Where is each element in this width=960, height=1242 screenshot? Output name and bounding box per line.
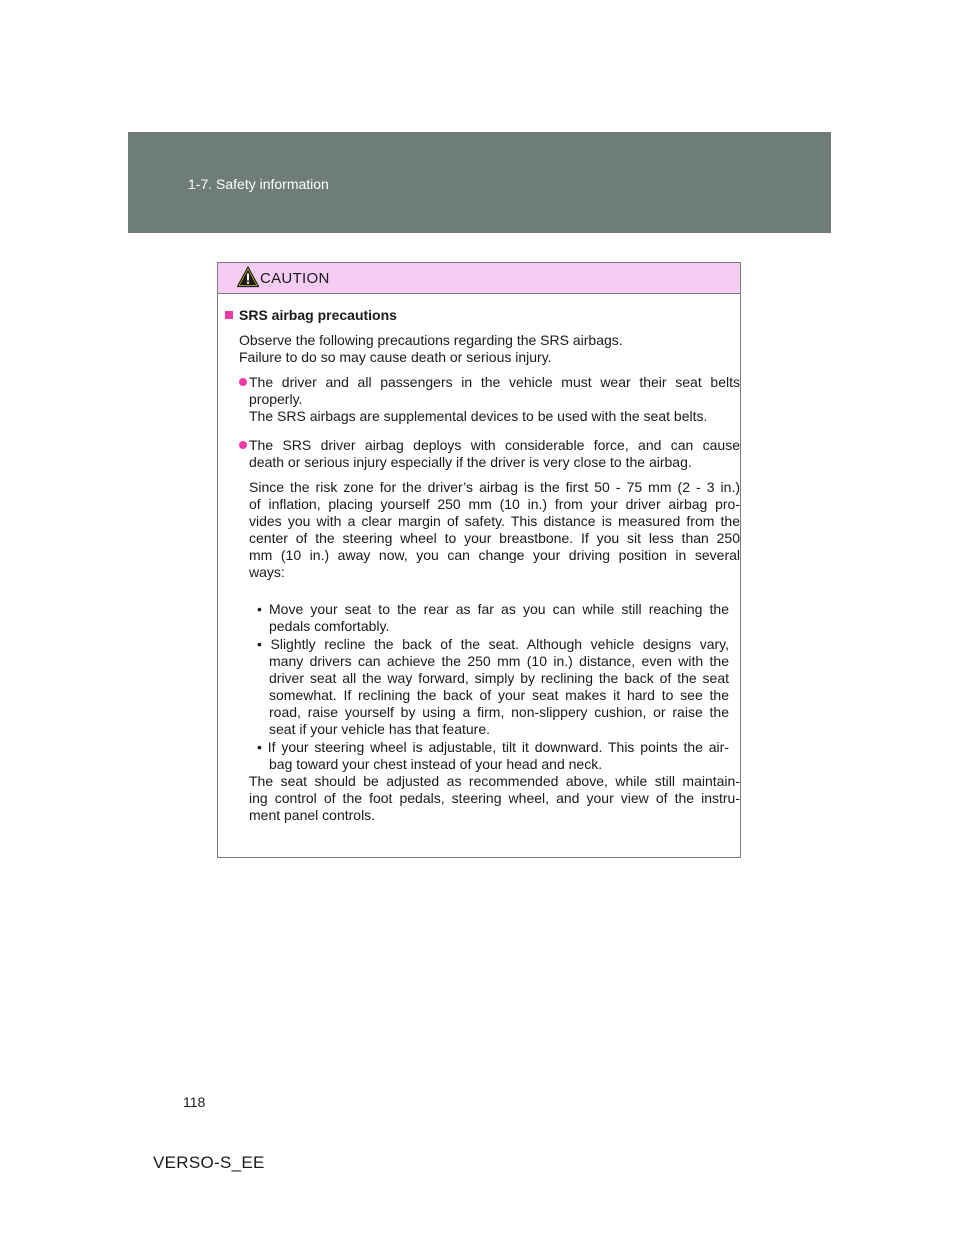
sub-item-line: many drivers can achieve the 250 mm (10 in.) distance, even with the: [269, 653, 729, 669]
sub-item-line: bag toward your chest instead of your head and neck.: [269, 756, 603, 772]
sub-item-recline-seat: [257, 636, 729, 738]
sub-item-line: somewhat. If reclining the back of your seat makes it hard to see the: [269, 687, 729, 703]
paragraph-line: Since the risk zone for the driver’s airbag is the first 50 - 75 mm (2 - 3 in.): [249, 479, 740, 495]
paragraph-line: The seat should be adjusted as recommended above, while still maintain-: [249, 773, 740, 789]
bullet-line: The driver and all passengers in the vehicle must wear their seat belts: [249, 374, 740, 390]
paragraph-line: ment panel controls.: [249, 807, 376, 823]
circle-bullet-icon: [239, 378, 247, 386]
risk-zone-paragraph: [249, 479, 740, 581]
sub-item-line: road, raise yourself by using a firm, non-slippery cushion, or raise the: [269, 704, 729, 720]
paragraph-line: mm (10 in.) away now, you can change your driving position in several: [249, 547, 740, 563]
caution-box: [217, 262, 741, 858]
paragraph-line: vides you with a clear margin of safety. This distance is measured from the: [249, 513, 740, 529]
paragraph-line: ing control of the foot pedals, steering wheel, and your view of the instru-: [249, 790, 740, 806]
precautions-heading-text: SRS airbag precautions: [239, 307, 397, 323]
circle-bullet-icon: [239, 441, 247, 449]
closing-paragraph: [249, 773, 740, 824]
section-header: [128, 132, 831, 233]
paragraph-line: center of the steering wheel to your breastbone. If you sit less than 250: [249, 530, 740, 546]
sub-item-line: • Slightly recline the back of the seat. Although vehicle designs vary,: [257, 636, 729, 652]
intro-line: Observe the following precautions regarding the SRS airbags.: [239, 332, 623, 348]
intro-paragraph: [239, 332, 623, 366]
square-bullet-icon: [225, 311, 233, 319]
sub-item-line: seat if your vehicle has that feature.: [269, 721, 491, 737]
bullet-line: The SRS airbags are supplemental devices to be used with the seat belts.: [249, 408, 708, 424]
warning-triangle-icon: [237, 266, 259, 288]
bullet-line: The SRS driver airbag deploys with considerable force, and can cause: [249, 437, 740, 453]
footer-code: VERSO-S_EE: [153, 1153, 265, 1172]
sub-item-steering-wheel: [257, 739, 729, 773]
bullet-line: death or serious injury especially if the driver is very close to the airbag.: [249, 454, 692, 470]
caution-title: CAUTION: [260, 270, 330, 287]
sub-item-line: • Move your seat to the rear as far as you can while still reaching the: [257, 601, 729, 617]
section-title: 1-7. Safety information: [188, 176, 329, 192]
page-number: 118: [183, 1094, 206, 1110]
sub-item-line: pedals comfortably.: [269, 618, 390, 634]
precautions-heading: [225, 307, 397, 324]
sub-item-move-seat: [257, 601, 729, 635]
driver-airbag-bullet: [249, 437, 740, 471]
paragraph-line: of inflation, placing yourself 250 mm (10 in.) from your driver airbag pro-: [249, 496, 740, 512]
caution-title-bar: [218, 263, 740, 294]
paragraph-line: ways:: [249, 564, 285, 580]
intro-line: Failure to do so may cause death or serious injury.: [239, 349, 552, 365]
sub-item-line: • If your steering wheel is adjustable, tilt it downward. This points the air-: [257, 739, 729, 755]
bullet-line: properly.: [249, 391, 303, 407]
sub-item-line: driver seat all the way forward, simply by reclining the back of the seat: [269, 670, 729, 686]
seat-belt-bullet: [249, 374, 740, 425]
